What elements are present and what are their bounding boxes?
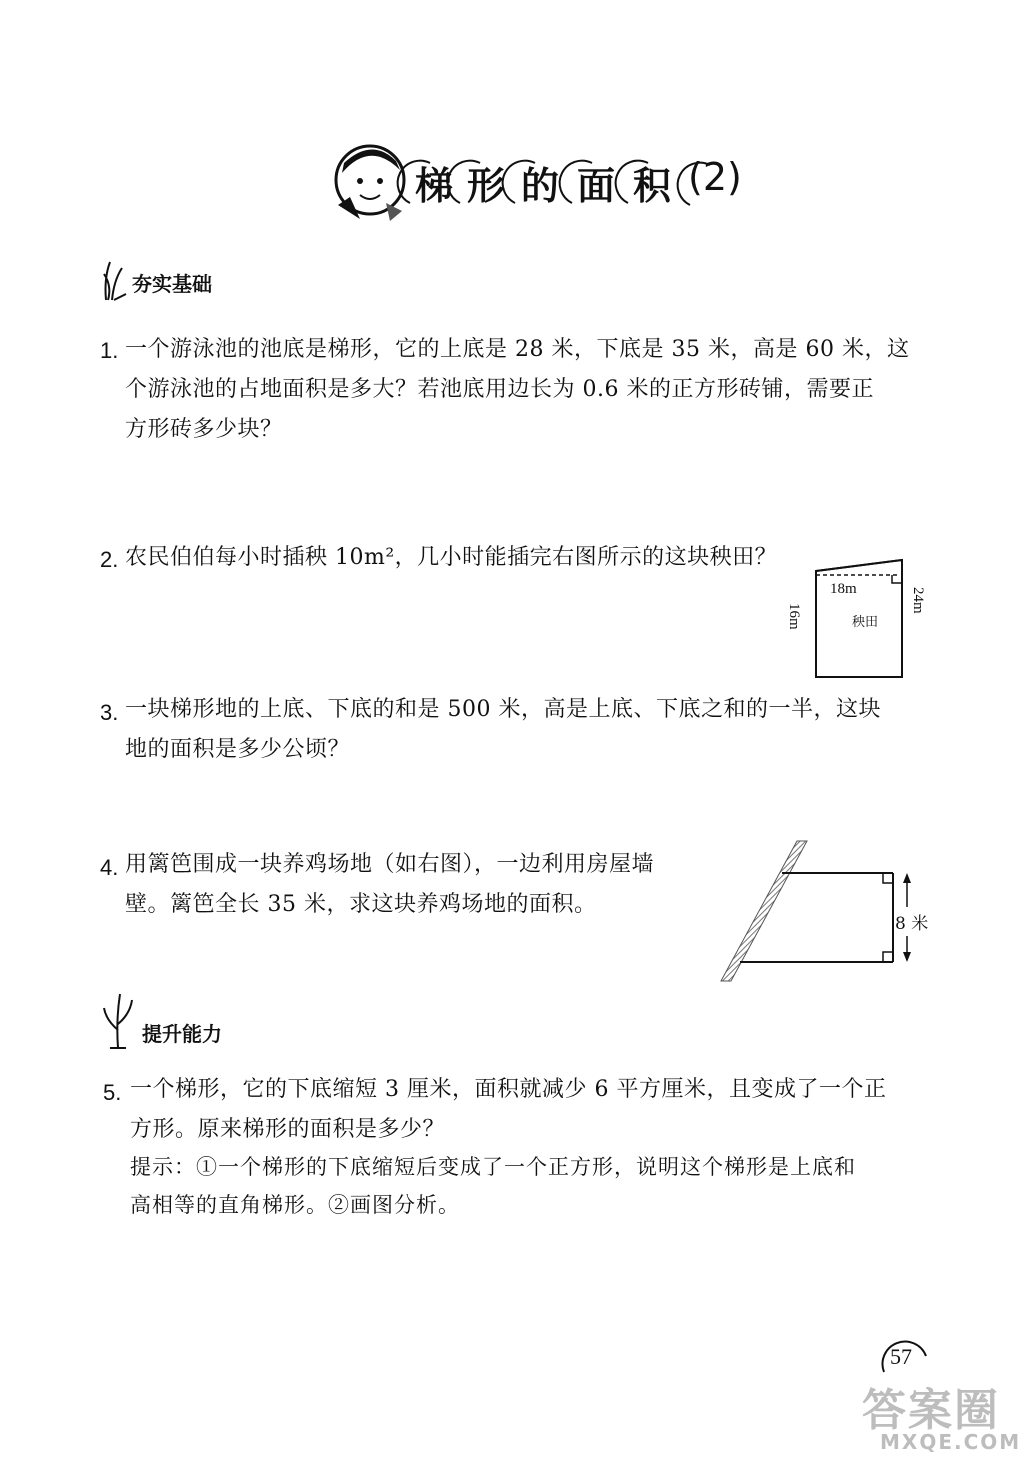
question-number: 5. [103,1080,122,1105]
question-number: 2. [100,547,119,572]
section-heading-basic: 夯实基础 [132,272,212,296]
question-number: 3. [100,700,119,725]
question-2 [125,538,825,578]
figure-chicken-coop [715,835,945,985]
title-char: 梯 [415,164,454,208]
hint-line: 提示：①一个梯形的下底缩短后变成了一个正方形，说明这个梯形是上底和 [130,1155,856,1179]
section-heading-advanced: 提升能力 [142,1022,222,1046]
hint-line: 高相等的直角梯形。②画图分析。 [130,1193,460,1217]
question-line: 一块梯形地的上底、下底的和是 500 米，高是上底、下底之和的一半，这块 [125,697,881,722]
question-line: 方形。原来梯形的面积是多少？ [130,1117,446,1142]
title-char: 形 [467,164,506,208]
question-line: 一个梯形，它的下底缩短 3 厘米，面积就减少 6 平方厘米，且变成了一个正 [130,1077,887,1102]
grass-icon [100,258,130,302]
sprout-icon [100,990,136,1050]
question-line: 用篱笆围成一块养鸡场地（如右图），一边利用房屋墙 [125,852,655,877]
question-line: 农民伯伯每小时插秧 10m²，几小时能插完右图所示的这块秧田？ [125,545,778,570]
question-line: 壁。篱笆全长 35 米，求这块养鸡场地的面积。 [125,892,597,917]
question-line: 个游泳池的占地面积是多大？若池底用边长为 0.6 米的正方形砖铺，需要正 [125,377,874,402]
question-number: 1. [100,338,119,363]
label-right-side: 24m [910,587,926,614]
title-char: (2) [688,155,742,199]
label-left-side: 16m [786,603,802,630]
lesson-title [330,135,750,235]
question-1 [125,330,935,450]
label-top-base: 18m [830,581,857,597]
watermark-logo: 答案圈 [862,1385,1000,1436]
page-number: 57 [880,1336,930,1376]
watermark-url: MXQE.COM [880,1430,1021,1454]
question-4 [125,845,745,925]
question-5 [130,1070,940,1150]
title-char: 面 [577,164,616,208]
figure-rice-field [780,555,940,685]
question-line: 一个游泳池的池底是梯形，它的上底是 28 米，下底是 35 米，高是 60 米，这 [125,337,910,362]
question-line: 方形砖多少块？ [125,417,283,442]
question-3 [125,690,935,770]
label-field: 秧田 [852,614,879,629]
title-char: 的 [521,164,560,208]
label-height: 8 米 [895,907,928,936]
title-char: 积 [633,164,672,208]
question-number: 4. [100,855,119,880]
question-line: 地的面积是多少公顷？ [125,737,351,762]
question-5-hint [130,1148,940,1224]
